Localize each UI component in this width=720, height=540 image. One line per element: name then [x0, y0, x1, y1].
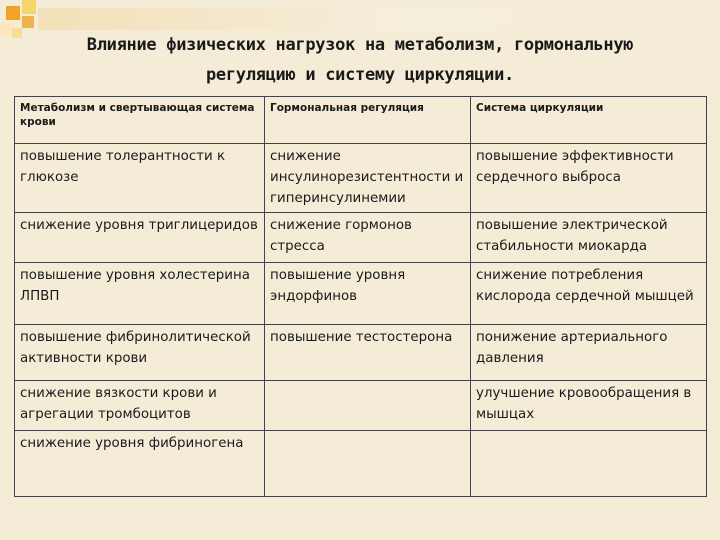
decor-square-pale [12, 28, 22, 38]
table-cell: снижение уровня триглицеридов [15, 213, 265, 263]
header-band [38, 8, 720, 30]
table-cell: снижение вязкости крови и агрегации тромбоцитов [15, 381, 265, 431]
table-row [15, 325, 707, 381]
table-cell: повышение уровня холестерина ЛПВП [15, 263, 265, 325]
decor-square-orange-small [22, 16, 34, 28]
page-title-line-1: Влияние физических нагрузок на метаболизм, гормональную [86, 35, 634, 55]
table-cell: снижение потребления кислорода сердечной мышцей [471, 263, 707, 325]
table-cell: понижение артериального давления [471, 325, 707, 381]
header-circulation: Система циркуляции [471, 97, 707, 144]
table-cell: повышение фибринолитической активности крови [15, 325, 265, 381]
table-cell [265, 381, 471, 431]
table-cell: повышение толерантности к глюкозе [15, 144, 265, 213]
table-cell: повышение уровня эндорфинов [265, 263, 471, 325]
table-cell [471, 431, 707, 497]
table-cell: повышение тестостерона [265, 325, 471, 381]
table-cell: повышение эффективности сердечного выброса [471, 144, 707, 213]
table-cell: снижение инсулинорезистентности и гиперинсулинемии [265, 144, 471, 213]
effects-table [14, 96, 707, 497]
table-cell: улучшение кровообращения в мышцах [471, 381, 707, 431]
table-row [15, 381, 707, 431]
page-title [30, 30, 690, 90]
table-header-row [15, 97, 707, 144]
table-row [15, 431, 707, 497]
header-metabolism: Метаболизм и свертывающая система крови [15, 97, 265, 144]
table-cell [265, 431, 471, 497]
table-cell: повышение электрической стабильности миокарда [471, 213, 707, 263]
table-row [15, 213, 707, 263]
header-hormonal: Гормональная регуляция [265, 97, 471, 144]
table-cell: снижение уровня фибриногена [15, 431, 265, 497]
table-row [15, 144, 707, 213]
decor-square-orange [6, 6, 20, 20]
page-title-line-2: регуляцию и систему циркуляции. [206, 65, 514, 85]
table-cell: снижение гормонов стресса [265, 213, 471, 263]
table-row [15, 263, 707, 325]
decor-square-yellow [22, 0, 36, 14]
